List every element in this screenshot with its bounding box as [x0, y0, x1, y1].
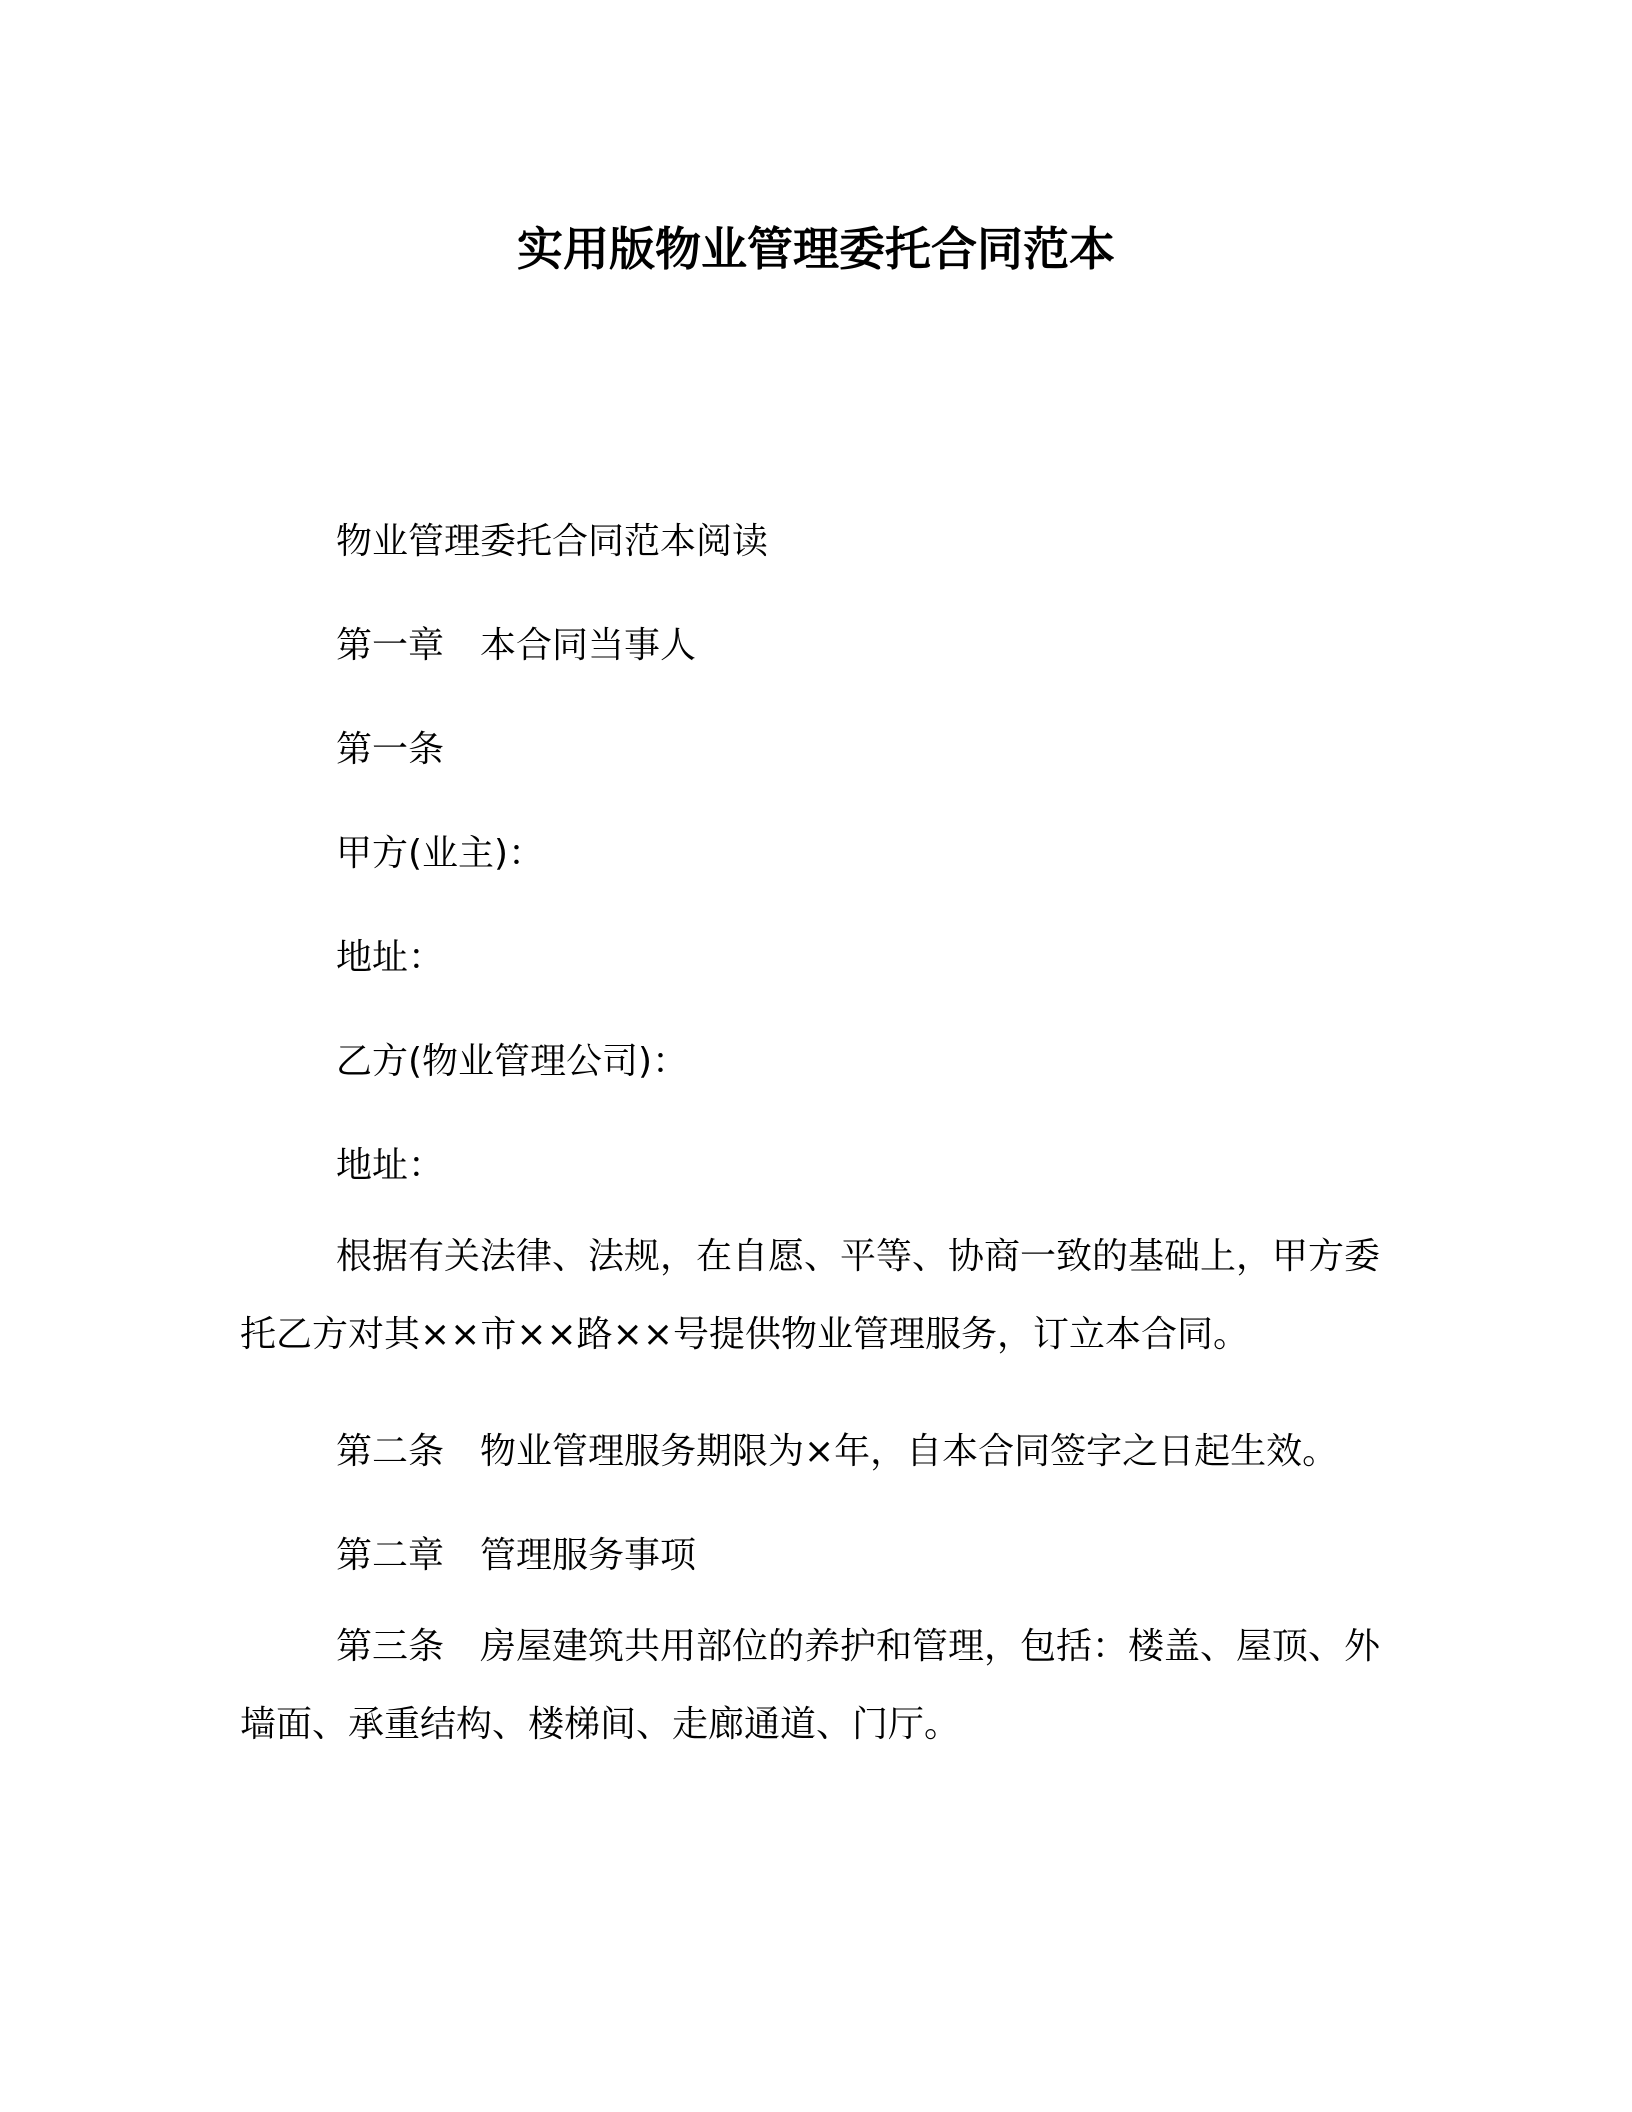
paragraph-chapter-two: 第二章 管理服务事项: [336, 1535, 697, 1576]
paragraph-article-two: 第二条 物业管理服务期限为×年，自本合同签字之日起生效。: [336, 1431, 1339, 1472]
paragraph-chapter-one: 第一章 本合同当事人: [336, 625, 697, 666]
paragraph-article-three: 第三条 房屋建筑共用部位的养护和管理，包括：楼盖、屋顶、外墙面、承重结构、楼梯间、走廊通道、门厅。: [240, 1626, 1381, 1745]
paragraph-party-a: 甲方(业主)：: [336, 833, 545, 874]
paragraph-party-b: 乙方(物业管理公司)：: [336, 1041, 689, 1082]
paragraph-article-one: 第一条: [336, 729, 445, 770]
paragraph-party-b-address: 地址：: [336, 1145, 445, 1186]
paragraph-preamble: 根据有关法律、法规，在自愿、平等、协商一致的基础上，甲方委托乙方对其××市××路××号提供物业管理服务，订立本合同。: [240, 1236, 1381, 1355]
document-body: [240, 490, 1380, 1790]
paragraph-party-a-address: 地址：: [336, 937, 445, 978]
document-title: 实用版物业管理委托合同范本: [517, 222, 1115, 276]
paragraph-reading-heading: 物业管理委托合同范本阅读: [336, 521, 769, 562]
